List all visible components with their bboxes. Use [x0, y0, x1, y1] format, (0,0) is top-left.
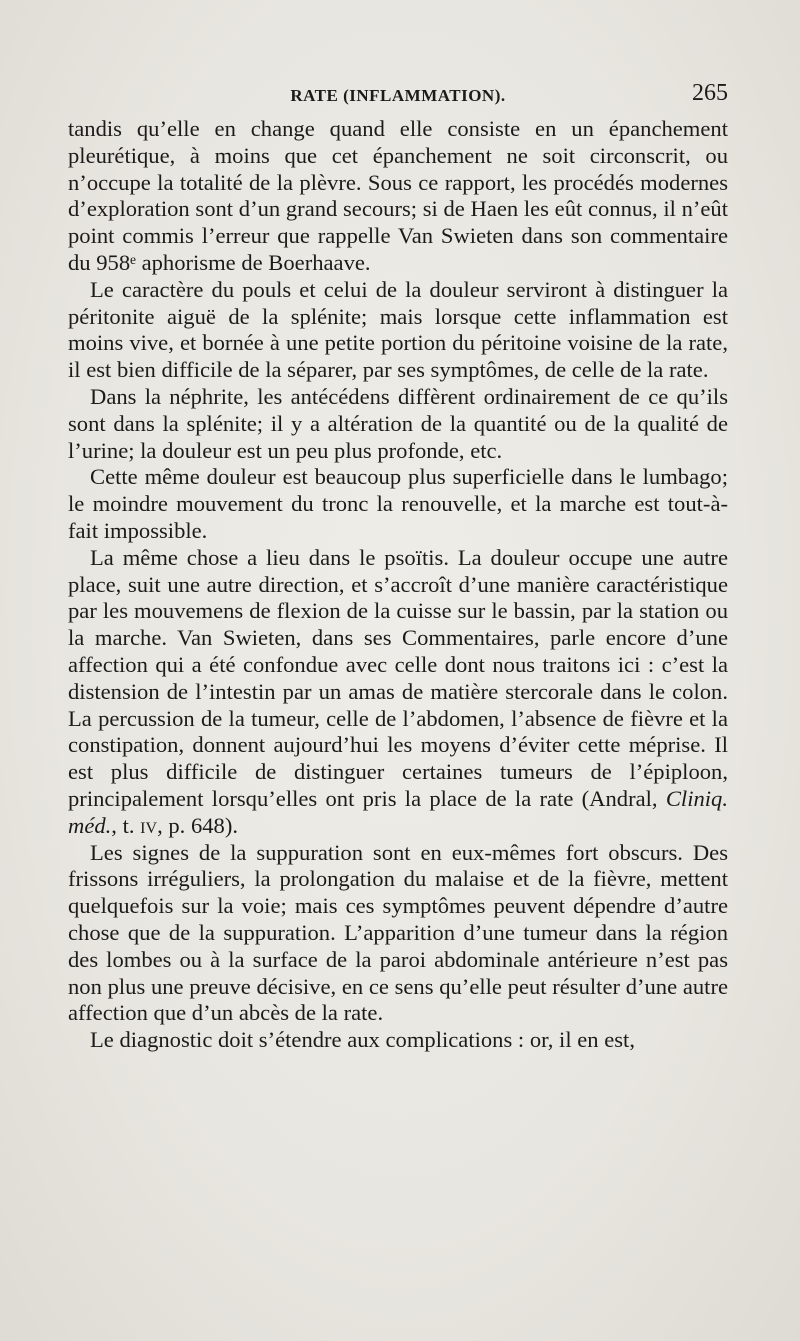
citation-title: Cliniq. méd.: [68, 785, 728, 838]
citation-page: , p. 648).: [157, 812, 239, 838]
paragraph-5-text: La même chose a lieu dans le psoïtis. La douleur occupe une autre place, suit une autre direction, et s’accroît d’une manière caractéristique par les mouvemens de flexion de la cuisse sur le bassin, par la station ou la marche. Van Swieten, dans ses Commentaires, parle encore d’une affection qui a été confondue avec celle dont nous traitons ici : c’est la distension de l’intestin par un amas de matière stercorale dans le colon. La percussion de la tumeur, celle de l’abdomen, l’absence de fièvre et la constipation, donnent aujourd’hui les moyens d’éviter cette méprise. Il est plus difficile de distinguer certaines tumeurs de l’épiploon, principalement lorsqu’elles ont pris la place de la rate (Andral,: [68, 544, 728, 811]
paragraph-6: Les signes de la suppuration sont en eux-mêmes fort obscurs. Des frissons irréguliers, la prolongation du malaise et de la fièvre, mettent quelquefois sur la voie; mais ces symptômes peuvent dépendre d’autre chose que de la suppuration. L’apparition d’une tumeur dans la région des lombes ou à la surface de la paroi abdominale antérieure n’est pas non plus une preuve décisive, en ce sens qu’elle peut résulter d’une autre affection que d’un abcès de la rate.: [68, 839, 728, 1026]
paragraph-7: Le diagnostic doit s’étendre aux complications : or, il en est,: [90, 1027, 635, 1053]
paragraph-4: Cette même douleur est beaucoup plus superficielle dans le lumbago; le moindre mouvement du tronc la renouvelle, et la marche est tout-à-fait impossible.: [68, 464, 728, 543]
paragraph-1: tandis qu’elle en change quand elle consiste en un épanchement pleurétique, à moins que cet épanchement ne soit circonscrit, ou n’occupe la totalité de la plèvre. Sous ce rapport, les procédés modernes d’exploration sont d’un grand secours; si de Haen les eût connus, il n’eût point commis l’erreur que rappelle Van Swieten dans son commentaire du 958ᵉ aphorisme de Boerhaave.: [68, 116, 728, 275]
citation-separator: , t.: [111, 812, 141, 838]
citation-volume: iv: [140, 812, 158, 838]
page-header: [68, 80, 728, 114]
page-number: 265: [692, 80, 728, 106]
body-text: [68, 116, 728, 1054]
paragraph-5: [68, 545, 728, 840]
running-title: RATE (INFLAMMATION).: [290, 86, 506, 105]
paragraph-3: Dans la néphrite, les antécédens diffèrent ordinairement de ce qu’ils sont dans la splénite; il y a altération de la quantité ou de la qualité de l’urine; la douleur est un peu plus profonde, etc.: [68, 383, 728, 463]
paragraph-2: Le caractère du pouls et celui de la douleur serviront à distinguer la péritonite aiguë de la splénite; mais lorsque cette inflammation est moins vive, et bornée à une petite portion du péritoine voisine de la rate, il est bien difficile de la séparer, par ses symptômes, de celle de la rate.: [68, 276, 728, 383]
